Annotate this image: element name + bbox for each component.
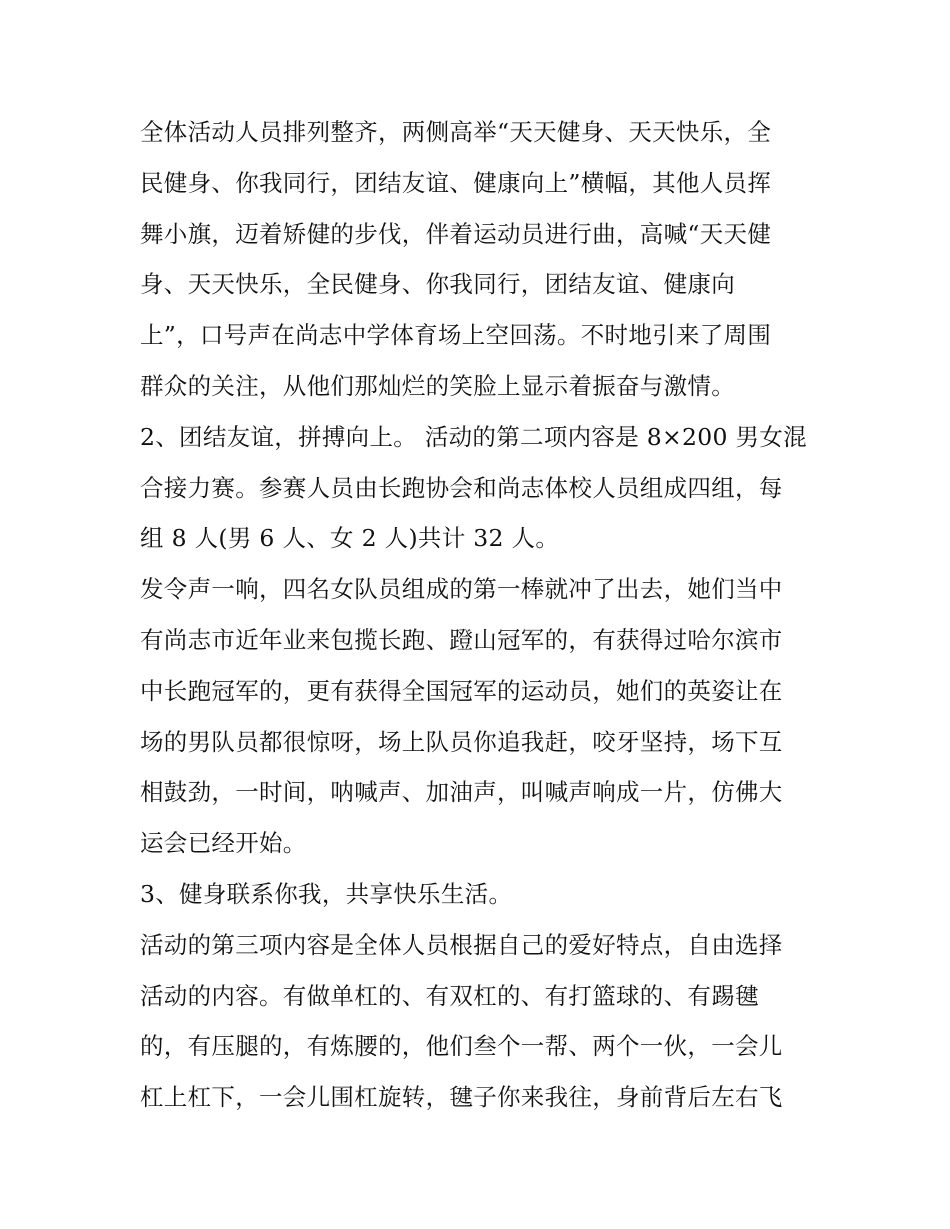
text-line: 上”，口号声在尚志中学体育场上空回荡。不时地引来了周围 (140, 321, 772, 350)
text-line: 发令声一响，四名女队员组成的第一棒就冲了出去，她们当中 (140, 575, 783, 604)
text-line: 全体活动人员排列整齐，两侧高举“天天健身、天天快乐，全 (140, 118, 772, 146)
text-line: 合接力赛。参赛人员由长跑协会和尚志体校人员组成四组，每 (140, 473, 783, 502)
text-line: 有尚志市近年业来包揽长跑、蹬山冠军的，有获得过哈尔滨市 (140, 625, 783, 654)
text-line: 相鼓劲，一时间，呐喊声、加油声，叫喊声响成一片，仿佛大 (140, 778, 783, 807)
body-text (140, 107, 816, 1123)
text-line: 民健身、你我同行，团结友谊、健康向上”横幅，其他人员挥 (140, 168, 772, 197)
text-line: 场的男队员都很惊呀，场上队员你追我赶，咬牙坚持，场下互 (140, 727, 783, 756)
text-line: 杠上杠下，一会儿围杠旋转，毽子你来我往，身前背后左右飞 (140, 1083, 783, 1112)
text-line: 的，有压腿的，有炼腰的，他们叁个一帮、两个一伙，一会儿 (140, 1032, 783, 1061)
text-line: 组 8 人(男 6 人、女 2 人)共计 32 人。 (140, 524, 560, 553)
text-line: 运会已经开始。 (140, 829, 307, 858)
text-line: 身、天天快乐，全民健身、你我同行，团结友谊、健康向 (140, 270, 735, 299)
text-line: 活动的第三项内容是全体人员根据自己的爱好特点，自由选择 (140, 930, 783, 959)
section-heading-2: 2、团结友谊，拼搏向上。 活动的第二项内容是 8×200 男女混 (140, 422, 807, 451)
text-line: 群众的关注，从他们那灿烂的笑脸上显示着振奋与激情。 (140, 371, 735, 400)
text-line: 舞小旗，迈着矫健的步伐，伴着运动员进行曲，高喊“天天健 (140, 219, 772, 248)
section-heading-3: 3、健身联系你我，共享快乐生活。 (140, 879, 513, 908)
text-line: 中长跑冠军的，更有获得全国冠军的运动员，她们的英姿让在 (140, 676, 783, 705)
text-line: 活动的内容。有做单杠的、有双杠的、有打篮球的、有踢毽 (140, 981, 759, 1010)
